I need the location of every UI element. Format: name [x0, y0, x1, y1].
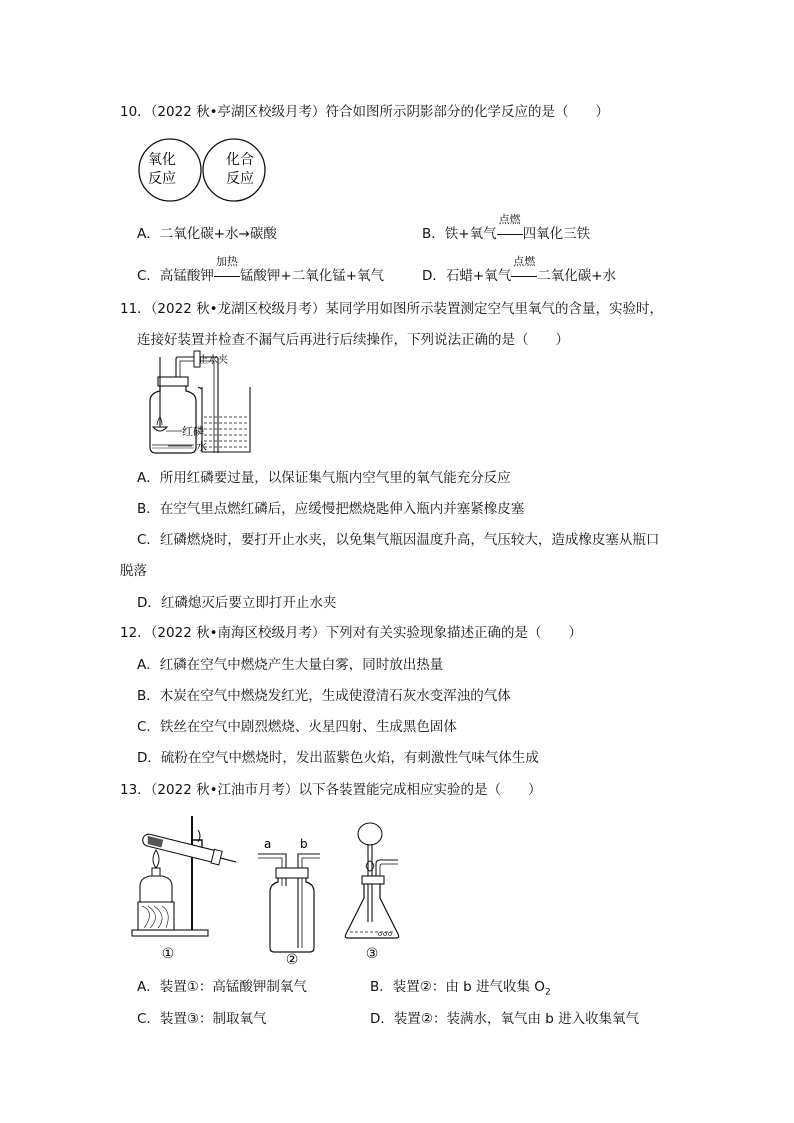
- iron-stand-base: [132, 930, 208, 936]
- apparatus-label-2: ②: [285, 952, 299, 968]
- tube-label-a: a: [264, 837, 272, 851]
- alcohol-lamp: [140, 876, 172, 902]
- q13-option-a[interactable]: A．装置①：高锰酸钾制氧气: [137, 979, 307, 995]
- q11-option-a[interactable]: A．所用红磷要过量，以保证集气瓶内空气里的氧气能充分反应: [137, 470, 511, 486]
- q12-option-b[interactable]: B．木炭在空气中燃烧发红光，生成使澄清石灰水变浑浊的气体: [137, 688, 511, 704]
- apparatus-3-conical-flask: [340, 822, 410, 964]
- q11-stem-line1: 11．（2022 秋•龙湖区校级月考）某同学用如图所示装置测定空气里氧气的含量，实验时，: [120, 301, 664, 317]
- reaction-condition: [214, 255, 240, 285]
- separatory-funnel: [358, 823, 382, 845]
- q11-option-b[interactable]: B．在空气里点燃红磷后，应缓慢把燃烧匙伸入瓶内并塞紧橡皮塞: [137, 501, 525, 517]
- subscript-2: 2: [544, 987, 551, 998]
- option-b-products: 四氧化三铁: [522, 226, 591, 242]
- q12-stem: 12．（2022 秋•南海区校级月考）下列对有关实验现象描述正确的是（ ）: [120, 625, 583, 641]
- beaker: [202, 387, 250, 452]
- q11-option-c-cont: 脱落: [120, 563, 147, 579]
- flask-stopper: [362, 876, 384, 884]
- venn-label-right-1: 化合: [226, 152, 254, 168]
- option-d-reactants: D．石蜡+氧气: [422, 268, 512, 284]
- reaction-condition: [497, 213, 523, 243]
- venn-circle-combination: [203, 139, 265, 201]
- gas-bottle: [270, 878, 314, 952]
- q10-stem: 10．（2022 秋•亭湖区校级月考）符合如图所示阴影部分的化学反应的是（ ）: [120, 104, 610, 120]
- reaction-condition: [511, 255, 537, 285]
- beaker-water: [204, 417, 248, 447]
- apparatus-1-test-tube-heating: [132, 812, 242, 962]
- label-spring-clamp: 止水夹: [198, 355, 228, 366]
- tube-label-b: b: [300, 837, 308, 851]
- venn-label-left-2: 反应: [148, 171, 176, 187]
- venn-label-right-2: 反应: [226, 171, 254, 187]
- q10-option-d[interactable]: [422, 255, 617, 285]
- apparatus-2-gas-bottle: [258, 836, 328, 968]
- option-c-products: 锰酸钾+二氧化锰+氧气: [239, 268, 385, 284]
- oxygen-measurement-apparatus: [138, 357, 268, 457]
- combustion-spoon: [153, 427, 167, 431]
- venn-diagram: [138, 138, 266, 202]
- label-water: 水: [196, 440, 207, 453]
- venn-label-left-1: 氧化: [148, 152, 176, 168]
- gas-collection-jar: [150, 385, 196, 453]
- q11-option-d[interactable]: D．红磷熄灭后要立即打开止水夹: [137, 595, 337, 611]
- flame: [153, 850, 159, 868]
- condition-label: 点燃: [498, 213, 521, 226]
- delivery-tube: [176, 357, 218, 453]
- rubber-stopper: [158, 377, 188, 386]
- label-red-phosphorus: 红磷: [182, 425, 204, 438]
- venn-circle-oxidation: [139, 139, 201, 201]
- condition-label: 加热: [215, 255, 238, 268]
- option-b-text: B．装置②：由 b 进气收集 O: [370, 979, 545, 995]
- q11-stem-line2: 连接好装置并检查不漏气后再进行后续操作，下列说法正确的是（ ）: [137, 332, 569, 348]
- q12-option-d[interactable]: D．硫粉在空气中燃烧时，发出蓝紫色火焰，有刺激性气味气体生成: [137, 750, 539, 766]
- q12-option-a[interactable]: A．红磷在空气中燃烧产生大量白雾，同时放出热量: [137, 657, 444, 673]
- q13-option-c[interactable]: C．装置③：制取氧气: [137, 1011, 267, 1027]
- condition-label: 点燃: [513, 255, 536, 268]
- wood-block: [138, 902, 174, 930]
- q10-option-a[interactable]: A．二氧化碳+水→碳酸: [137, 226, 277, 242]
- q12-option-c[interactable]: C．铁丝在空气中剧烈燃烧、火星四射、生成黑色固体: [137, 719, 457, 735]
- apparatus-label-1: ①: [161, 946, 175, 962]
- apparatus-label-3: ③: [365, 946, 379, 962]
- bottle-stopper: [276, 868, 308, 878]
- option-c-reactants: C．高锰酸钾: [137, 268, 214, 284]
- option-d-products: 二氧化碳+水: [537, 268, 617, 284]
- option-b-reactants: B．铁+氧气: [422, 226, 497, 242]
- q11-option-c[interactable]: C．红磷燃烧时，要打开止水夹，以免集气瓶因温度升高，气压较大，造成橡皮塞从瓶口: [137, 532, 660, 548]
- q13-stem: 13．（2022 秋•江油市月考）以下各装置能完成相应实验的是（ ）: [120, 782, 542, 798]
- q10-option-b[interactable]: [422, 213, 591, 243]
- q10-option-c[interactable]: [137, 255, 385, 285]
- q13-option-d[interactable]: D．装置②：装满水，氧气由 b 进入收集氧气: [370, 1011, 640, 1027]
- q13-option-b[interactable]: [370, 978, 551, 1002]
